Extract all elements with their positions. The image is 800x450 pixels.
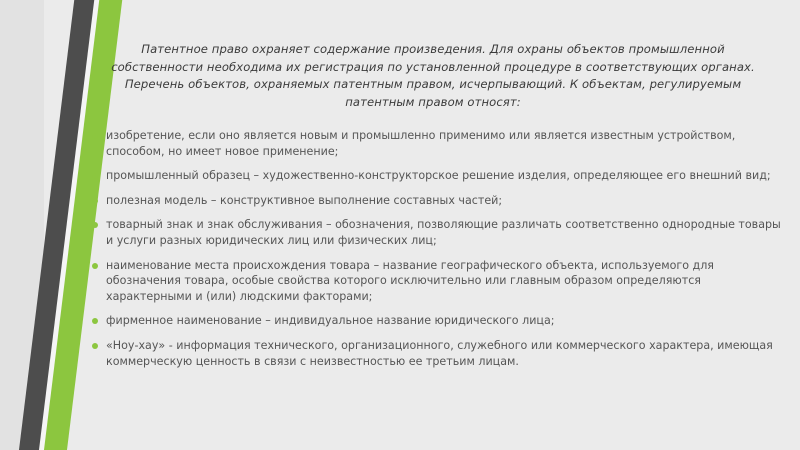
list-item-text: товарный знак и знак обслуживания – обозначения, позволяющие различать соответственно однородные товары и услуги разных юридических лиц или физических лиц;: [106, 218, 781, 247]
list-item-text: изобретение, если оно является новым и промышленно применимо или является известным устройством, способом, но имеет новое применение;: [106, 129, 736, 158]
bullet-icon: [92, 343, 98, 349]
list-item-text: фирменное наименование – индивидуальное название юридического лица;: [106, 314, 555, 328]
bullet-icon: [92, 133, 98, 139]
list-item: [92, 193, 782, 209]
list-item-text: промышленный образец – художественно-конструкторское решение изделия, определяющее его внешний вид;: [106, 169, 771, 183]
list-item: [92, 168, 782, 184]
bullet-icon: [92, 222, 98, 228]
list-item-text: «Ноу-хау» - информация технического, организационного, служебного или коммерческого характера, имеющая коммерческую ценность в связи с неизвестностью ее третьим лицам.: [106, 338, 773, 368]
list-item: [92, 338, 782, 369]
bullet-icon: [92, 173, 98, 179]
list-item: [92, 128, 782, 159]
bullet-icon: [92, 263, 98, 269]
list-item: [92, 258, 782, 305]
bullet-icon: [92, 318, 98, 324]
list-item: [92, 313, 782, 329]
list-item: [92, 217, 782, 248]
bullet-icon: [92, 198, 98, 204]
list-item-text: полезная модель – конструктивное выполнение составных частей;: [106, 193, 503, 207]
list-item-text: наименование места происхождения товара – название географического объекта, используемого для обозначения товара, особые свойства которого исключительно или главным образом определяются характерными и (или) людскими факторами;: [106, 258, 714, 303]
slide-title: Патентное право охраняет содержание произведения. Для охраны объектов промышленной собственности необходима их регистрация по установленной процедуре в соответствующих органах. Перечень объектов, охраняемых патентным правом, исчерпывающий. К объектам, регулируемым патентным правом относят:: [111, 42, 755, 109]
objects-list: [92, 128, 782, 378]
